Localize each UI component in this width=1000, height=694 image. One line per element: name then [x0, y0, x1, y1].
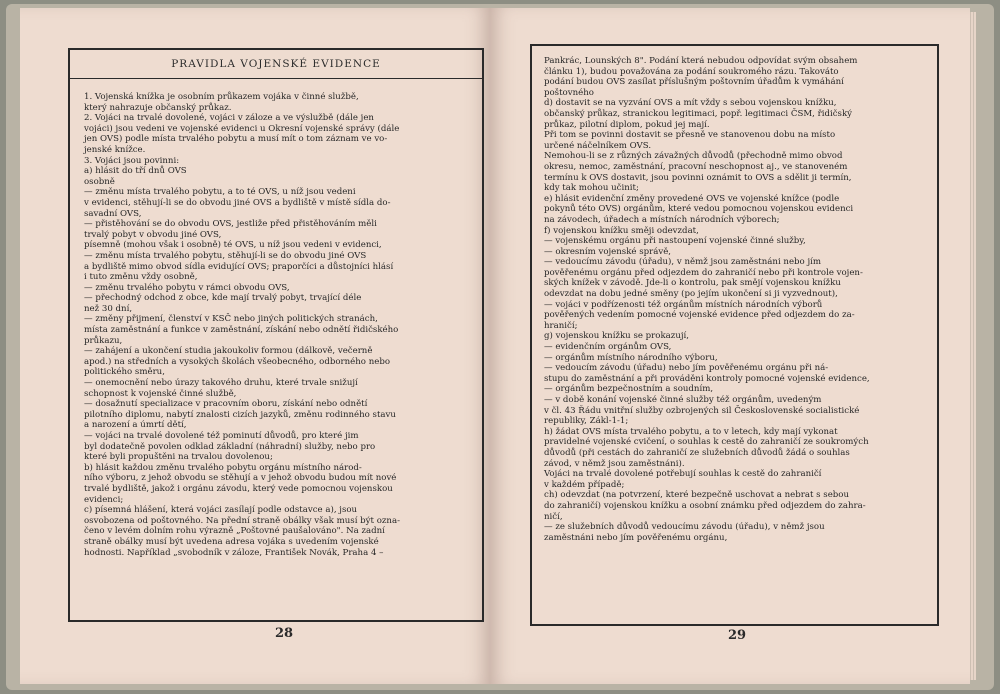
text-line: pravidelné vojenské cvičení, o souhlas k cestě do zahraničí ze soukromých [544, 437, 869, 448]
text-line: i tuto změnu vždy osobně, [84, 272, 198, 283]
text-line: ničí, [544, 511, 563, 522]
text-line: v evidenci, stěhují-li se do obvodu jiné OVS a bydliště v místě sídla do- [84, 197, 391, 208]
left-page-frame [68, 48, 484, 622]
text-line: — onemocnění nebo úrazy takového druhu, které trvale snižují [84, 378, 358, 389]
text-line: schopnost k vojenské činné službě, [84, 388, 237, 399]
text-line: které byli propuštěni na trvalou dovolenou; [84, 452, 273, 463]
text-line: hraničí; [544, 320, 578, 331]
text-line: jen OVS) podle místa trvalého pobytu a musí mít o tom záznam ve vo- [84, 134, 388, 145]
text-line: podání budou OVS zasílat příslušným poštovním úřadům k vymáhání [544, 77, 844, 88]
text-line: — vedoucím závodu (úřadu) nebo jím pověřenému orgánu při ná- [544, 363, 829, 374]
text-line: — vojenskému orgánu při nastoupení vojenské činné služby, [544, 236, 806, 247]
text-line: na závodech, úřadech a místních národních výborech; [544, 214, 780, 225]
text-line: — vedoucímu závodu (úřadu), v němž jsou zaměstnáni nebo jím [544, 257, 822, 268]
text-line: poštovného [544, 87, 594, 98]
text-line: trvalé bydliště, jakož i orgánu závodu, který vede pomocnou vojenskou [84, 483, 393, 494]
text-line: závod, v němž jsou zaměstnáni). [544, 458, 685, 469]
text-line: republiky, Zákl-1-1; [544, 416, 629, 427]
text-line: — orgánům bezpečnostním a soudním, [544, 384, 714, 395]
text-line: — vojáci v podřízenosti též orgánům místních národních výborů [544, 299, 823, 310]
text-line: byl dodatečně povolen odklad základní (náhradní) služby, nebo pro [84, 441, 376, 452]
text-line: článku 1), budou považována za podání soukromého rázu. Takováto [544, 66, 839, 77]
text-line: odevzdat na dobu jedné směny (po jejím ukončení si ji vyzvednout), [544, 289, 838, 300]
text-line: určené náčelníkem OVS. [544, 140, 652, 151]
text-line: savadní OVS, [84, 208, 142, 219]
text-line: a) hlásit do tří dnů OVS [84, 166, 187, 177]
text-line: pověřených vedením pomocné vojenské evidence před odjezdem do za- [544, 310, 855, 321]
text-line: důvodů (při cestách do zahraničí ze služebních důvodů žádá o souhlas [544, 447, 850, 458]
text-line: — evidenčním orgánům OVS, [544, 342, 672, 353]
text-line: čeno v levém dolním rohu výrazně „Poštovné paušalováno". Na zadní [84, 526, 385, 537]
text-line: — přechodný odchod z obce, kde mají trvalý pobyt, trvající déle [84, 293, 362, 304]
header-rule [70, 78, 482, 79]
text-line: vojáci) jsou vedeni ve vojenské evidenci u Okresní vojenské správy (dále [84, 123, 400, 134]
text-line: — okresním vojenské správě, [544, 246, 672, 257]
text-line: d) dostavit se na vyzvání OVS a mít vždy s sebou vojenskou knížku, [544, 98, 837, 109]
text-line: 2. Vojáci na trvalé dovolené, vojáci v záloze a ve výslužbě (dále jen [84, 113, 374, 124]
page-number-left: 28 [275, 626, 294, 641]
text-line: než 30 dní, [84, 303, 133, 314]
text-line: — změny přijmení, členství v KSČ nebo jiných politických stranách, [84, 314, 378, 325]
text-line: — změnu místa trvalého pobytu, a to té OVS, u níž jsou vedeni [84, 187, 356, 198]
text-line: apod.) na středních a vysokých školách všeobecného, odborného nebo [84, 356, 390, 367]
text-line: kdy tak mohou učinit; [544, 183, 639, 194]
text-line: zaměstnáni nebo jím pověřenému orgánu, [544, 532, 728, 543]
text-line: osvobozena od poštovného. Na přední straně obálky však musí být ozna- [84, 515, 400, 526]
text-line: h) žádat OVS místa trvalého pobytu, a to v letech, kdy mají vykonat [544, 426, 838, 437]
text-line: v každém případě; [544, 479, 625, 490]
text-line: ských knížek v závodě. Jde-li o kontrolu, pak smějí vojenskou knížku [544, 278, 841, 289]
text-line: pilotního diplomu, nabytí znalosti cizích jazyků, změnu rodinného stavu [84, 409, 396, 420]
text-line: — ze služebních důvodů vedoucímu závodu (úřadu), v němž jsou [544, 522, 825, 533]
text-line: ch) odevzdat (na potvrzení, které bezpečně uschovat a nebrat s sebou [544, 490, 849, 501]
text-line: — přistěhování se do obvodu OVS, jestliže před přistěhováním měli [84, 219, 377, 230]
text-line: a narození a úmrtí dětí, [84, 420, 187, 431]
text-line: — zahájení a ukončení studia jakoukoliv formou (dálkově, večerně [84, 346, 373, 357]
text-line: straně obálky musí být uvedena adresa vojáka s uvedením vojenské [84, 536, 379, 547]
text-line: — orgánům místního národního výboru, [544, 352, 718, 363]
right-page-text [544, 56, 925, 543]
text-line: osobně [84, 176, 115, 187]
text-line: politického směru, [84, 367, 165, 378]
left-page-text [84, 92, 470, 558]
text-line: Pankrác, Lounských 8". Podání která nebudou odpovídat svým obsahem [544, 56, 858, 66]
right-page-frame [530, 44, 939, 626]
text-line: hodnosti. Například „svobodník v záloze, František Novák, Praha 4 – [84, 547, 384, 558]
text-line: 1. Vojenská knížka je osobním průkazem vojáka v činné službě, [84, 92, 359, 102]
text-line: 3. Vojáci jsou povinni: [84, 155, 180, 166]
text-line: písemně (mohou však i osobně) té OVS, u níž jsou vedeni v evidenci, [84, 240, 382, 251]
text-line: Při tom se povinni dostavit se přesně ve stanovenou dobu na místo [544, 130, 836, 141]
text-line: e) hlásit evidenční změny provedené OVS ve vojenské knížce (podle [544, 193, 840, 204]
text-line: c) písemná hlášení, která vojáci zasílají podle odstavce a), jsou [84, 505, 358, 516]
right-page [490, 8, 970, 684]
text-line: průkaz, pilotní diplom, pokud jej mají. [544, 119, 710, 130]
text-line: b) hlásit každou změnu trvalého pobytu orgánu místního národ- [84, 462, 362, 473]
text-line: — změnu trvalého pobytu v rámci obvodu OVS, [84, 282, 290, 293]
text-line: evidenci; [84, 494, 124, 505]
text-line: a bydliště mimo obvod sídla evidující OVS; praporčíci a důstojníci hlásí [84, 261, 394, 272]
text-line: jenské knížce. [84, 144, 146, 155]
text-line: trvalý pobyt v obvodu jiné OVS, [84, 229, 222, 240]
text-line: — vojáci na trvalé dovolené též pominutí důvodů, pro které jim [84, 431, 359, 441]
text-line: Vojáci na trvalé dovolené potřebují souhlas k cestě do zahraničí [544, 469, 822, 480]
text-line: v čl. 43 Řádu vnitřní služby ozbrojených sil Československé socialistické [544, 405, 860, 416]
text-line: stupu do zaměstnání a při prováděni kontroly pomocné vojenské evidence, [544, 373, 870, 384]
text-line: průkazu, [84, 335, 123, 346]
text-line: g) vojenskou knížku se prokazují, [544, 331, 689, 342]
text-line: Nemohou-li se z různých závažných důvodů (přechodně mimo obvod [544, 151, 843, 162]
text-line: pověřenému orgánu před odjezdem do zahraničí nebo při kontrole vojen- [544, 267, 863, 278]
text-line: okresu, nemoc, zaměstnání, pracovní neschopnost aj., ve stanoveném [544, 161, 848, 172]
text-line: místa zaměstnání a funkce v zaměstnání, získání nebo odnětí řidičského [84, 325, 399, 336]
text-line: — změnu místa trvalého pobytu, stěhují-li se do obvodu jiné OVS [84, 250, 367, 261]
left-page [20, 8, 490, 684]
text-line: do zahraničí) vojenskou knížku a osobní známku před odjezdem do zahra- [544, 500, 866, 511]
text-line: pokynů této OVS) orgánům, které vedou pomocnou vojenskou evidenci [544, 204, 854, 215]
text-line: — v době konání vojenské činné služby též orgánům, uvedeným [544, 395, 822, 405]
page-number-right: 29 [728, 628, 747, 643]
page-header: PRAVIDLA VOJENSKÉ EVIDENCE [171, 58, 381, 70]
text-line: ního výboru, z jehož obvodu se stěhují a v jehož obvodu budou mít nové [84, 473, 397, 484]
text-line: který nahrazuje občanský průkaz. [84, 102, 232, 113]
text-line: — dosažnutí specializace v pracovním oboru, získání nebo odnětí [84, 399, 368, 410]
text-line: f) vojenskou knížku směji odevzdat, [544, 225, 699, 236]
text-line: termínu k OVS dostavit, jsou povinni oznámit to OVS a sdělit ji termín, [544, 172, 852, 183]
text-line: občanský průkaz, stranickou legitimaci, popř. legitimaci ČSM, řidičský [544, 108, 853, 119]
